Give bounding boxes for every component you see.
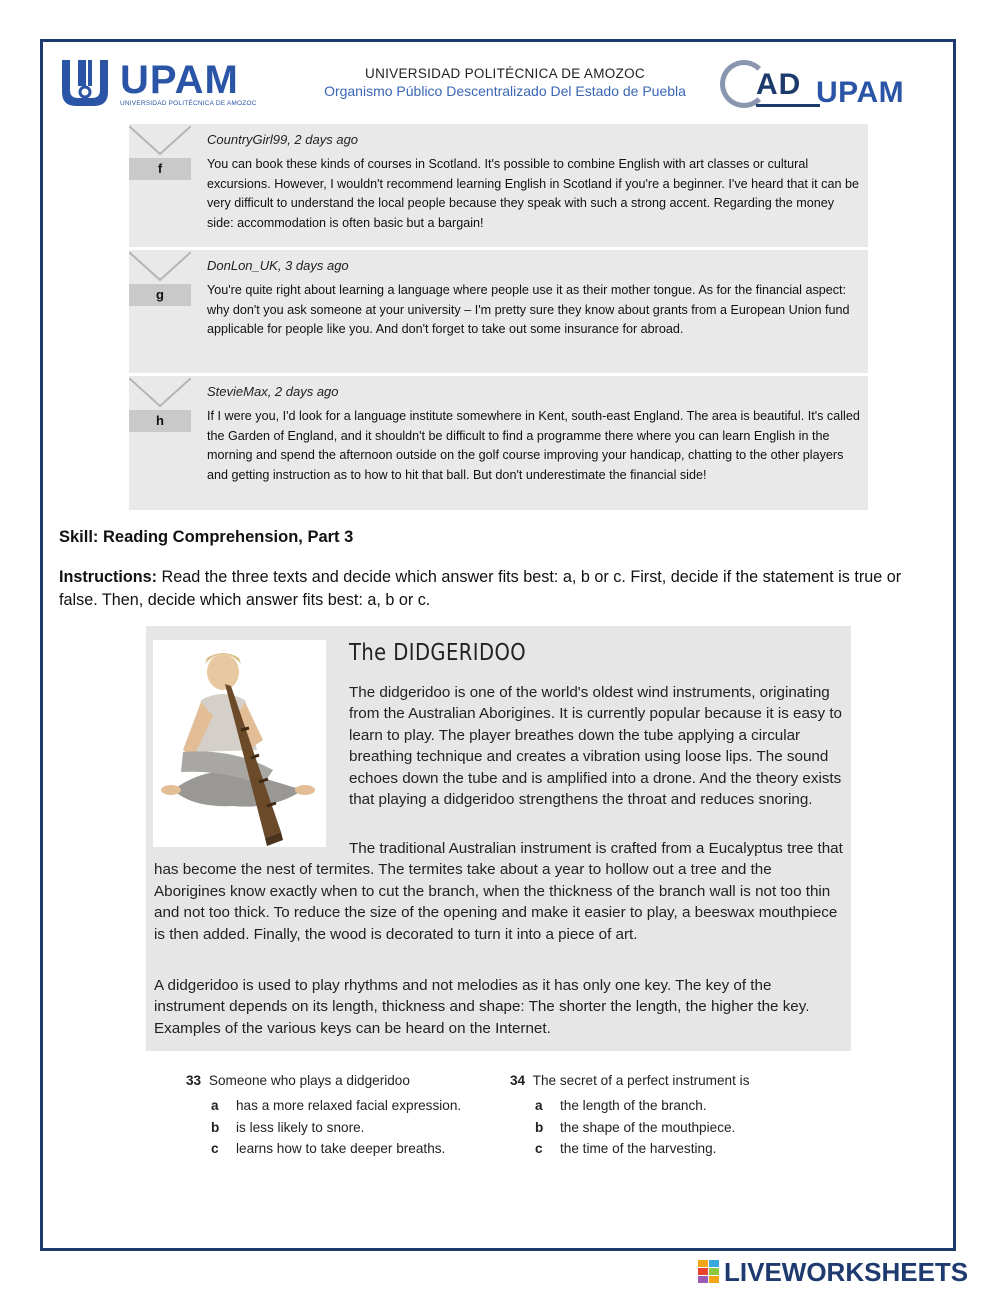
question-text: Someone who plays a didgeridoo bbox=[208, 1073, 410, 1088]
option-letter: c bbox=[211, 1141, 219, 1156]
option-letter: c bbox=[535, 1141, 543, 1156]
option-text: learns how to take deeper breaths. bbox=[236, 1141, 446, 1156]
instructions bbox=[59, 566, 929, 612]
answer-option[interactable] bbox=[535, 1120, 830, 1142]
option-letter: a bbox=[211, 1098, 219, 1113]
forum-posts bbox=[129, 124, 868, 513]
answer-option[interactable] bbox=[535, 1141, 830, 1163]
question-number: 33 bbox=[186, 1073, 202, 1088]
option-text: has a more relaxed facial expression. bbox=[236, 1098, 462, 1113]
post-body: You're quite right about learning a language where people use it as their mother tongue. As for the financial aspect: why don't you ask someone at your university – I'm pretty sure they know about grants from a European Union fund applicable for people like you. And don't forget to take out some insurance for abroad. bbox=[207, 283, 850, 336]
post-letter: h bbox=[129, 410, 191, 432]
post-author: CountryGirl99, 2 days ago bbox=[207, 132, 359, 147]
liveworksheets-blocks-icon bbox=[698, 1260, 720, 1284]
answer-option[interactable] bbox=[211, 1098, 506, 1120]
answer-option[interactable] bbox=[535, 1098, 830, 1120]
question-number: 34 bbox=[510, 1073, 526, 1088]
option-text: the time of the harvesting. bbox=[560, 1141, 717, 1156]
article-paragraph: The traditional Australian instrument is crafted from a Eucalyptus tree that has become the nest of termites. The termites take about a year to hollow out a tree and the Aborigines know exactly when to cut the branch, when the thickness of the branch wall is not too thin and not too thick. To reduce the size of the opening and make it easier to play, a beeswax mouthpiece is then added. Finally, the wood is decorated to turn it into a piece of art. bbox=[154, 840, 843, 943]
skill-heading: Skill: Reading Comprehension, Part 3 bbox=[59, 528, 354, 546]
header-title-block bbox=[270, 66, 740, 99]
post-author: StevieMax, 2 days ago bbox=[207, 384, 339, 399]
liveworksheets-logo bbox=[698, 1257, 998, 1287]
upam-logo bbox=[58, 56, 258, 110]
option-text: is less likely to snore. bbox=[236, 1119, 365, 1135]
answer-option[interactable] bbox=[211, 1120, 506, 1142]
post-body: You can book these kinds of courses in Scotland. It's possible to combine English with art classes or cultural excursions. However, I wouldn't recommend learning English in Scotland if you're a beginner. I've heard that it can be very difficult to understand the local people because they speak with such a strong accent. Regarding the money side: accommodation is often basic but a bargain! bbox=[207, 157, 859, 230]
forum-post bbox=[129, 376, 868, 510]
cad-upam-logo bbox=[720, 60, 940, 112]
post-letter: g bbox=[129, 284, 191, 306]
article-title: The DIDGERIDOO bbox=[349, 640, 527, 666]
article-paragraph: The didgeridoo is one of the world's oldest wind instruments, originating from the Australian Aborigines. It is currently popular because it is easy to learn to play. The player breathes down the tube applying a circular breathing technique and creates a vibration using loose lips. The sound echoes down the tube and is amplified into a drone. And the theory exists that playing a didgeridoo strengthens the throat and reduces snoring. bbox=[349, 684, 842, 809]
cad-logo-ad: AD bbox=[756, 68, 802, 101]
cad-logo-underline bbox=[756, 104, 820, 107]
organism-name: Organismo Público Descentralizado Del Estado de Puebla bbox=[324, 83, 686, 99]
didgeridoo-player-photo bbox=[153, 640, 326, 847]
option-text: the shape of the mouthpiece. bbox=[560, 1119, 736, 1135]
question-text: The secret of a perfect instrument is bbox=[532, 1073, 750, 1088]
liveworksheets-brand: LIVEWORKSHEETS bbox=[724, 1257, 969, 1287]
post-letter: f bbox=[129, 158, 191, 180]
didgeridoo-article bbox=[146, 626, 851, 1051]
forum-post bbox=[129, 124, 868, 247]
university-name: UNIVERSIDAD POLITÉCNICA DE AMOZOC bbox=[365, 66, 645, 81]
upam-emblem-icon bbox=[58, 56, 112, 110]
cad-logo-word: UPAM bbox=[816, 76, 905, 109]
question-stem bbox=[186, 1073, 506, 1088]
option-letter: a bbox=[535, 1098, 543, 1113]
option-letter: b bbox=[211, 1119, 220, 1135]
question-34 bbox=[510, 1073, 830, 1163]
forum-post bbox=[129, 250, 868, 373]
article-paragraph: A didgeridoo is used to play rhythms and not melodies as it has only one key. The key of the instrument depends on its length, thickness and shape: The shorter the length, the higher the key. Examples of the various keys can be heard on the Internet. bbox=[154, 977, 810, 1037]
upam-logo-word: UPAM bbox=[120, 58, 239, 102]
question-stem bbox=[510, 1073, 830, 1088]
instructions-label: Instructions: bbox=[59, 568, 158, 586]
option-letter: b bbox=[535, 1119, 544, 1135]
post-author: DonLon_UK, 3 days ago bbox=[207, 258, 349, 273]
upam-logo-subtitle: UNIVERSIDAD POLITÉCNICA DE AMOZOC bbox=[120, 100, 257, 107]
instructions-text: Read the three texts and decide which answer fits best: a, b or c. First, decide if the statement is true or false. Then, decide which answer fits best: a, b or c. bbox=[59, 568, 902, 609]
question-33 bbox=[186, 1073, 506, 1163]
answer-option[interactable] bbox=[211, 1141, 506, 1163]
option-text: the length of the branch. bbox=[560, 1098, 707, 1113]
post-body: If I were you, I'd look for a language institute somewhere in Kent, south-east England. The area is beautiful. It's called the Garden of England, and it shouldn't be difficult to find a programme there where you can learn English in the morning and spend the afternoon outside on the golf course improving your handicap, chatting to the other players and getting instruction as to how to hit that ball. But don't underestimate the financial side! bbox=[207, 409, 860, 482]
